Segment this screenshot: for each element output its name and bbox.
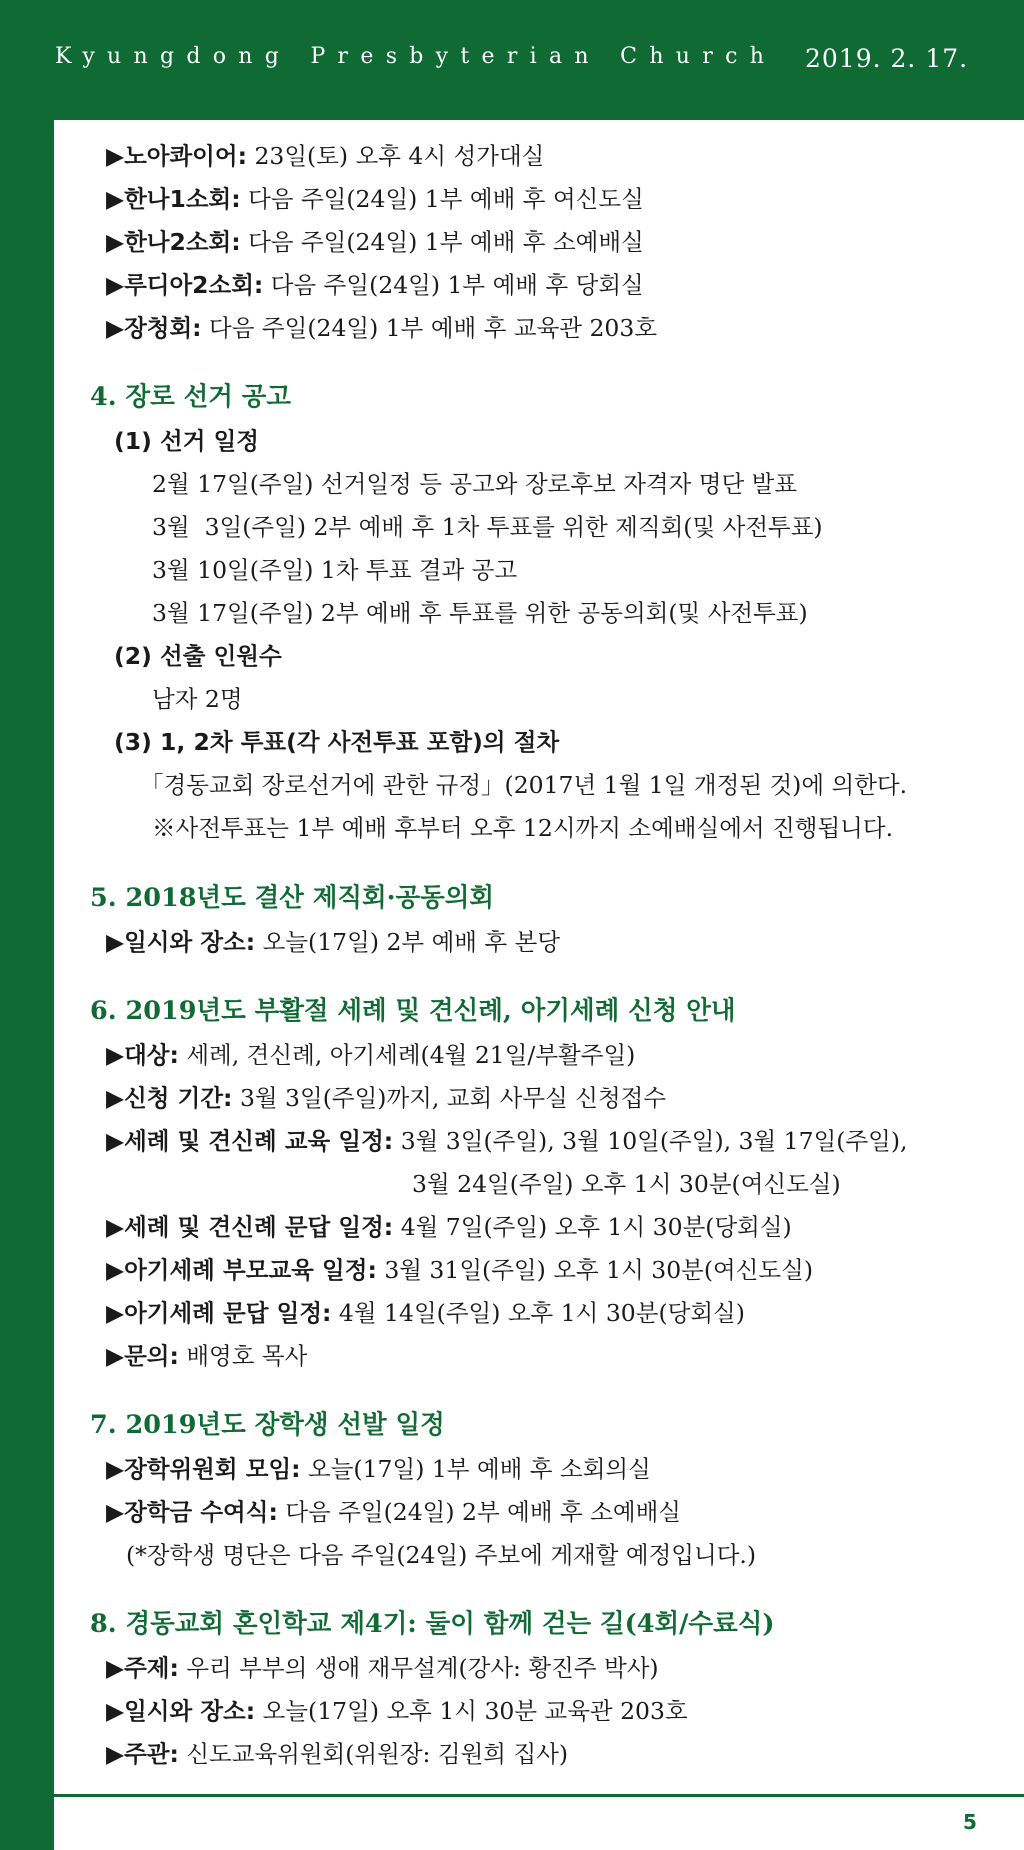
- scholarship-note: (*장학생 명단은 다음 주일(24일) 주보에 게재할 예정입니다.): [126, 1541, 757, 1569]
- item-label: ▶신청 기간:: [106, 1084, 233, 1112]
- item-label: ▶장학금 수여식:: [106, 1498, 278, 1526]
- item-text: 23일(토) 오후 4시 성가대실: [246, 142, 545, 170]
- announcement-item: [106, 1738, 568, 1770]
- item-label: ▶노아콰이어:: [106, 142, 247, 170]
- elected-count: 남자 2명: [152, 685, 243, 713]
- item-label: ▶세례 및 견신례 교육 일정:: [106, 1127, 394, 1155]
- section-heading-6: 6. 2019년도 부활절 세례 및 견신례, 아기세례 신청 안내: [90, 996, 736, 1026]
- item-label: ▶한나2소회:: [106, 228, 241, 256]
- church-name: Kyungdong Presbyterian Church: [55, 44, 777, 69]
- left-margin-bar: [0, 120, 54, 1850]
- announcement-item: [106, 1039, 635, 1071]
- item-text: 3월 3일(주일)까지, 교회 사무실 신청접수: [232, 1084, 667, 1112]
- item-label: ▶주제:: [106, 1654, 179, 1682]
- announcement-continuation: 3월 24일(주일) 오후 1시 30분(여신도실): [412, 1170, 841, 1198]
- page-number: 5: [963, 1810, 977, 1834]
- schedule-line: 3월 10일(주일) 1차 투표 결과 공고: [152, 556, 518, 584]
- item-text: 배영호 목사: [178, 1342, 308, 1370]
- schedule-line: 3월 3일(주일) 2부 예배 후 1차 투표를 위한 제직회(및 사전투표): [152, 513, 823, 541]
- bulletin-date: 2019. 2. 17.: [805, 44, 969, 73]
- schedule-line: 3월 17일(주일) 2부 예배 후 투표를 위한 공동의회(및 사전투표): [152, 599, 808, 627]
- item-label: ▶일시와 장소:: [106, 1697, 256, 1725]
- announcement-item: [106, 140, 544, 172]
- item-label: ▶아기세례 부모교육 일정:: [106, 1256, 377, 1284]
- schedule-line: 2월 17일(주일) 선거일정 등 공고와 장로후보 자격자 명단 발표: [152, 470, 798, 498]
- item-text: 오늘(17일) 2부 예배 후 본당: [255, 928, 561, 956]
- pre-voting-note: ※사전투표는 1부 예배 후부터 오후 12시까지 소예배실에서 진행됩니다.: [152, 814, 894, 842]
- item-text: 3월 31일(주일) 오후 1시 30분(여신도실): [376, 1256, 813, 1284]
- announcement-item: [106, 1082, 666, 1114]
- item-text: 신도교육위원회(위원장: 김원희 집사): [178, 1740, 569, 1768]
- item-text: 다음 주일(24일) 1부 예배 후 교육관 203호: [201, 314, 658, 342]
- announcement-item: [106, 1340, 307, 1372]
- section-heading-8: 8. 경동교회 혼인학교 제4기: 둘이 함께 걷는 길(4회/수료식): [90, 1609, 775, 1639]
- announcement-item: [106, 269, 644, 301]
- item-text: 3월 3일(주일), 3월 10일(주일), 3월 17일(주일),: [393, 1127, 908, 1155]
- subheading-schedule: (1) 선거 일정: [114, 427, 259, 455]
- announcement-item: [106, 312, 657, 344]
- section-heading-5: 5. 2018년도 결산 제직회·공동의회: [90, 883, 495, 913]
- item-text: 세례, 견신례, 아기세례(4월 21일/부활주일): [178, 1041, 636, 1069]
- item-text: 다음 주일(24일) 1부 예배 후 소예배실: [240, 228, 644, 256]
- item-label: ▶한나1소회:: [106, 185, 241, 213]
- item-text: 오늘(17일) 1부 예배 후 소회의실: [300, 1455, 651, 1483]
- item-label: ▶세례 및 견신례 문답 일정:: [106, 1213, 394, 1241]
- item-label: ▶루디아2소회:: [106, 271, 264, 299]
- election-rule: 「경동교회 장로선거에 관한 규정」(2017년 1월 1일 개정된 것)에 의한다.: [140, 771, 908, 799]
- item-text: 다음 주일(24일) 2부 예배 후 소예배실: [277, 1498, 681, 1526]
- item-text: 4월 14일(주일) 오후 1시 30분(당회실): [331, 1299, 745, 1327]
- section-heading-4: 4. 장로 선거 공고: [90, 382, 292, 412]
- announcement-item: [106, 1453, 651, 1485]
- announcement-item: [106, 1652, 659, 1684]
- announcement-item: [106, 1695, 688, 1727]
- item-label: ▶문의:: [106, 1342, 179, 1370]
- subheading-procedure: (3) 1, 2차 투표(각 사전투표 포함)의 절차: [114, 728, 560, 756]
- subheading-count: (2) 선출 인원수: [114, 642, 282, 670]
- item-label: ▶일시와 장소:: [106, 928, 256, 956]
- announcement-item: [106, 926, 560, 958]
- item-text: 우리 부부의 생애 재무설계(강사: 황진주 박사): [178, 1654, 659, 1682]
- item-text: 4월 7일(주일) 오후 1시 30분(당회실): [393, 1213, 792, 1241]
- item-label: ▶대상:: [106, 1041, 179, 1069]
- announcement-item: [106, 1211, 792, 1243]
- item-label: ▶장청회:: [106, 314, 202, 342]
- announcement-item: [106, 1125, 907, 1157]
- item-label: ▶주관:: [106, 1740, 179, 1768]
- item-label: ▶아기세례 문답 일정:: [106, 1299, 332, 1327]
- section-heading-7: 7. 2019년도 장학생 선발 일정: [90, 1410, 445, 1440]
- announcement-item: [106, 226, 644, 258]
- announcement-item: [106, 1496, 681, 1528]
- item-text: 다음 주일(24일) 1부 예배 후 당회실: [263, 271, 644, 299]
- page-header: [0, 0, 1024, 120]
- item-label: ▶장학위원회 모임:: [106, 1455, 301, 1483]
- announcement-item: [106, 1297, 745, 1329]
- item-text: 다음 주일(24일) 1부 예배 후 여신도실: [240, 185, 644, 213]
- announcement-item: [106, 1254, 813, 1286]
- announcement-item: [106, 183, 644, 215]
- item-text: 오늘(17일) 오후 1시 30분 교육관 203호: [255, 1697, 688, 1725]
- footer-divider: [54, 1794, 1024, 1797]
